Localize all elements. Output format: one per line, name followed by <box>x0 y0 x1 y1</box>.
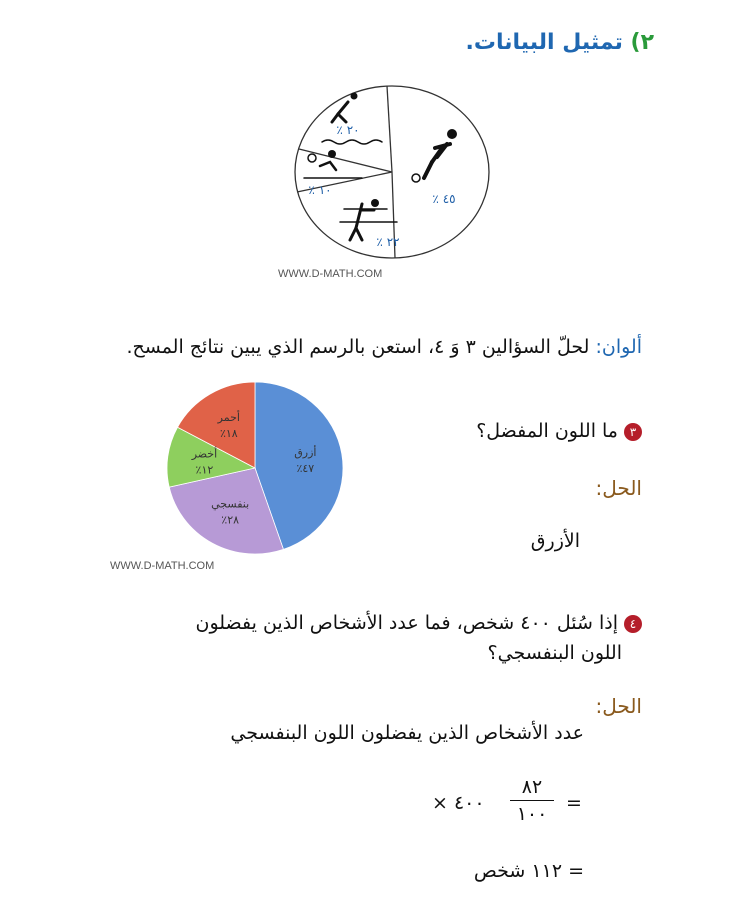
equation-2: = ١١٢ شخص <box>473 860 584 882</box>
question-3-text: ما اللون المفضل؟ <box>476 420 618 442</box>
sports-pie-divider <box>299 149 392 172</box>
equation-1-equals: = <box>566 792 582 814</box>
pie-category-label: أخضر <box>191 447 218 461</box>
question-4 <box>195 612 642 634</box>
colors-pie-slices <box>167 382 343 554</box>
pie-category-label: أزرق <box>294 445 317 459</box>
colors-pie-chart <box>160 378 350 558</box>
section-title <box>466 30 654 55</box>
watermark-bottom: WWW.D-MATH.COM <box>110 560 215 572</box>
pie-value-label: ٪١٢ <box>195 463 214 477</box>
fraction-bar <box>510 800 554 801</box>
soccer-icon <box>412 129 457 182</box>
solution-3-answer: الأزرق <box>530 530 580 552</box>
equation-1-fraction <box>510 776 554 825</box>
intro-paragraph <box>122 332 642 362</box>
solution-4-label: الحل: <box>595 694 642 718</box>
question-4-line1: إذا سُئل ٤٠٠ شخص، فما عدد الأشخاص الذين يفضلون <box>195 612 618 634</box>
question-3 <box>476 420 642 442</box>
intro-text: لحلّ السؤالين ٣ وَ ٤، استعن بالرسم الذي يبين نتائج المسح. <box>126 336 596 358</box>
solution-4-statement: عدد الأشخاص الذين يفضلون اللون البنفسجي <box>230 722 584 744</box>
sports-pie-slices <box>295 86 489 258</box>
pie-value-label: ٪٢٨ <box>221 513 240 527</box>
pie-category-label: أحمر <box>217 411 240 425</box>
pie-value-label: ٪١٨ <box>219 427 238 441</box>
intro-keyword: ألوان: <box>595 336 642 358</box>
sports-slice-label-20: ٪ ٢٠ <box>336 123 360 137</box>
question-4-line2: اللون البنفسجي؟ <box>487 642 622 664</box>
solution-3-label: الحل: <box>595 476 642 500</box>
section-number: ٢) <box>630 30 654 55</box>
sports-slice-label-22: ٪ ٢٢ <box>376 235 400 249</box>
sports-pie-divider <box>387 86 392 172</box>
question-3-badge: ٣ <box>624 423 642 441</box>
pie-value-label: ٪٤٧ <box>296 461 315 475</box>
equation-1-multiplier: × ٤٠٠ <box>432 792 485 814</box>
hurdles-icon <box>340 199 397 240</box>
fraction-numerator: ٨٢ <box>521 776 543 798</box>
watermark-top: WWW.D-MATH.COM <box>278 268 383 280</box>
question-4-badge: ٤ <box>624 615 642 633</box>
sports-slice-label-45: ٪ ٤٥ <box>432 192 456 206</box>
sports-slice-label-10: ٪ ١٠ <box>308 183 332 197</box>
section-title-text: تمثيل البيانات. <box>465 30 623 55</box>
sports-pie-chart <box>292 82 494 262</box>
cycling-icon <box>304 150 362 178</box>
pie-category-label: بنفسجي <box>211 497 250 511</box>
fraction-denominator: ١٠٠ <box>516 803 548 825</box>
